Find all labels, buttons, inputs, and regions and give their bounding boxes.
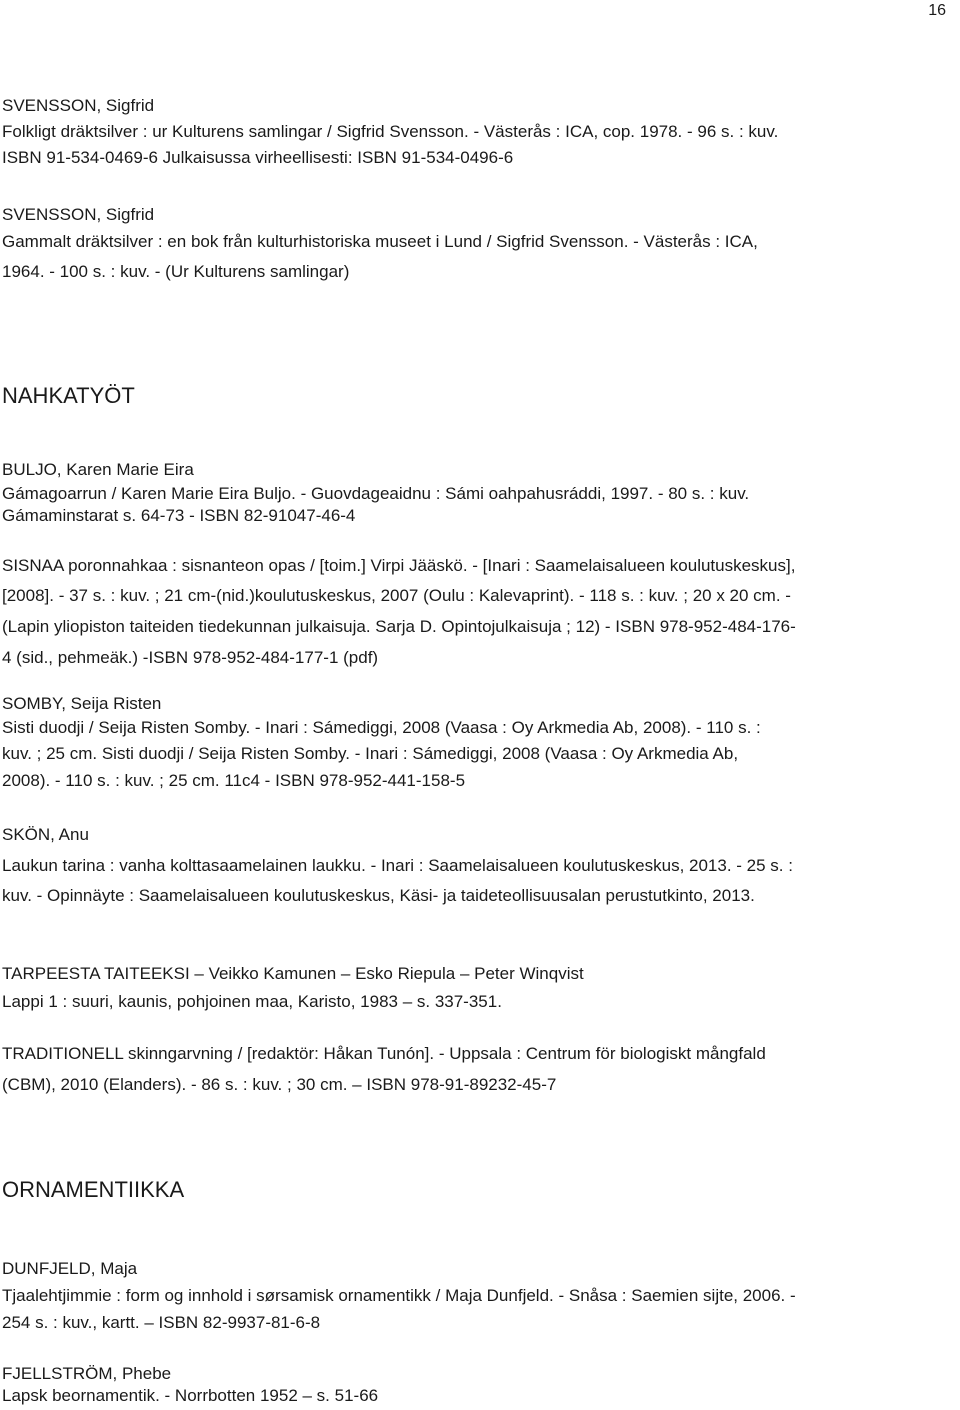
entry-title-line: [2008]. - 37 s. : kuv. ; 21 cm-(nid.)koulutuskeskus, 2007 (Oulu : Kalevaprint). - 118 s. : kuv. ; 20 x 20 cm. - xyxy=(2,586,791,605)
entry-title-line: Gámagoarrun / Karen Marie Eira Buljo. - Guovdageaidnu : Sámi oahpahusráddi, 1997. - 80 s. : kuv. xyxy=(2,484,750,503)
section-heading-nahkatyot: NAHKATYÖT xyxy=(2,383,135,408)
entry-title-line: Gammalt dräktsilver : en bok från kulturhistoriska museet i Lund / Sigfrid Svensson. - Västerås : ICA, xyxy=(2,232,758,251)
entry-author: DUNFJELD, Maja xyxy=(2,1259,138,1278)
entry-author: SVENSSON, Sigfrid xyxy=(2,205,155,224)
section-heading-ornamentiikka: ORNAMENTIIKKA xyxy=(2,1177,185,1202)
entry-isbn-line: 254 s. : kuv., kartt. – ISBN 82-9937-81-6-8 xyxy=(2,1313,321,1332)
entry-title-line: Folkligt dräktsilver : ur Kulturens samlingar / Sigfrid Svensson. - Västerås : ICA, cop. 1978. - 96 s. : kuv. xyxy=(2,122,779,141)
entry-author: SVENSSON, Sigfrid xyxy=(2,96,155,115)
entry-isbn-line: ISBN 91-534-0469-6 Julkaisussa virheellisesti: ISBN 91-534-0496-6 xyxy=(2,148,514,167)
entry-title-line: kuv. - Opinnäyte : Saamelaisalueen koulutuskeskus, Käsi- ja taideteollisuusalan perustutkinto, 2013. xyxy=(2,886,755,905)
entry-title-line: TARPEESTA TAITEEKSI – Veikko Kamunen – Esko Riepula – Peter Winqvist xyxy=(2,964,584,983)
entry-title-line: 1964. - 100 s. : kuv. - (Ur Kulturens samlingar) xyxy=(2,262,350,281)
entry-title-line: kuv. ; 25 cm. Sisti duodji / Seija Risten Somby. - Inari : Sámediggi, 2008 (Vaasa : Oy Arkmedia Ab, xyxy=(2,744,739,763)
entry-title-line: Laukun tarina : vanha kolttasaamelainen laukku. - Inari : Saamelaisalueen koulutuskeskus, 2013. - 25 s. : xyxy=(2,856,793,875)
entry-title-line: SISNAA poronnahkaa : sisnanteon opas / [toim.] Virpi Jääskö. - [Inari : Saamelaisalueen koulutuskeskus], xyxy=(2,556,796,575)
entry-title-line: Tjaalehtjimmie : form og innhold i sørsamisk ornamentikk / Maja Dunfjeld. - Snåsa : Saemien sijte, 2006. - xyxy=(2,1286,796,1305)
entry-title-line: TRADITIONELL skinngarvning / [redaktör: Håkan Tunón]. - Uppsala : Centrum för biologiskt mångfald xyxy=(2,1044,766,1063)
entry-author: BULJO, Karen Marie Eira xyxy=(2,460,194,479)
page-number: 16 xyxy=(928,2,946,19)
entry-isbn-line: 4 (sid., pehmeäk.) -ISBN 978-952-484-177-1 (pdf) xyxy=(2,648,379,667)
entry-isbn-line: (CBM), 2010 (Elanders). - 86 s. : kuv. ; 30 cm. – ISBN 978-91-89232-45-7 xyxy=(2,1075,557,1094)
entry-title-line: (Lapin yliopiston taiteiden tiedekunnan julkaisuja. Sarja D. Opintojulkaisuja ; 12) - ISBN 978-952-484-176- xyxy=(2,617,796,636)
entry-author: FJELLSTRÖM, Phebe xyxy=(2,1364,172,1383)
entry-title-line: Lappi 1 : suuri, kaunis, pohjoinen maa, Karisto, 1983 – s. 337-351. xyxy=(2,992,502,1011)
entry-title-line: Lapsk beornamentik. - Norrbotten 1952 – s. 51-66 xyxy=(2,1386,379,1405)
entry-title-line: Sisti duodji / Seija Risten Somby. - Inari : Sámediggi, 2008 (Vaasa : Oy Arkmedia Ab, 2008). - 110 s. : xyxy=(2,718,761,737)
entry-isbn-line: Gámaminstarat s. 64-73 - ISBN 82-91047-46-4 xyxy=(2,506,356,525)
entry-author: SOMBY, Seija Risten xyxy=(2,694,162,713)
entry-author: SKÖN, Anu xyxy=(2,825,89,844)
entry-isbn-line: 2008). - 110 s. : kuv. ; 25 cm. 11c4 - ISBN 978-952-441-158-5 xyxy=(2,771,466,790)
